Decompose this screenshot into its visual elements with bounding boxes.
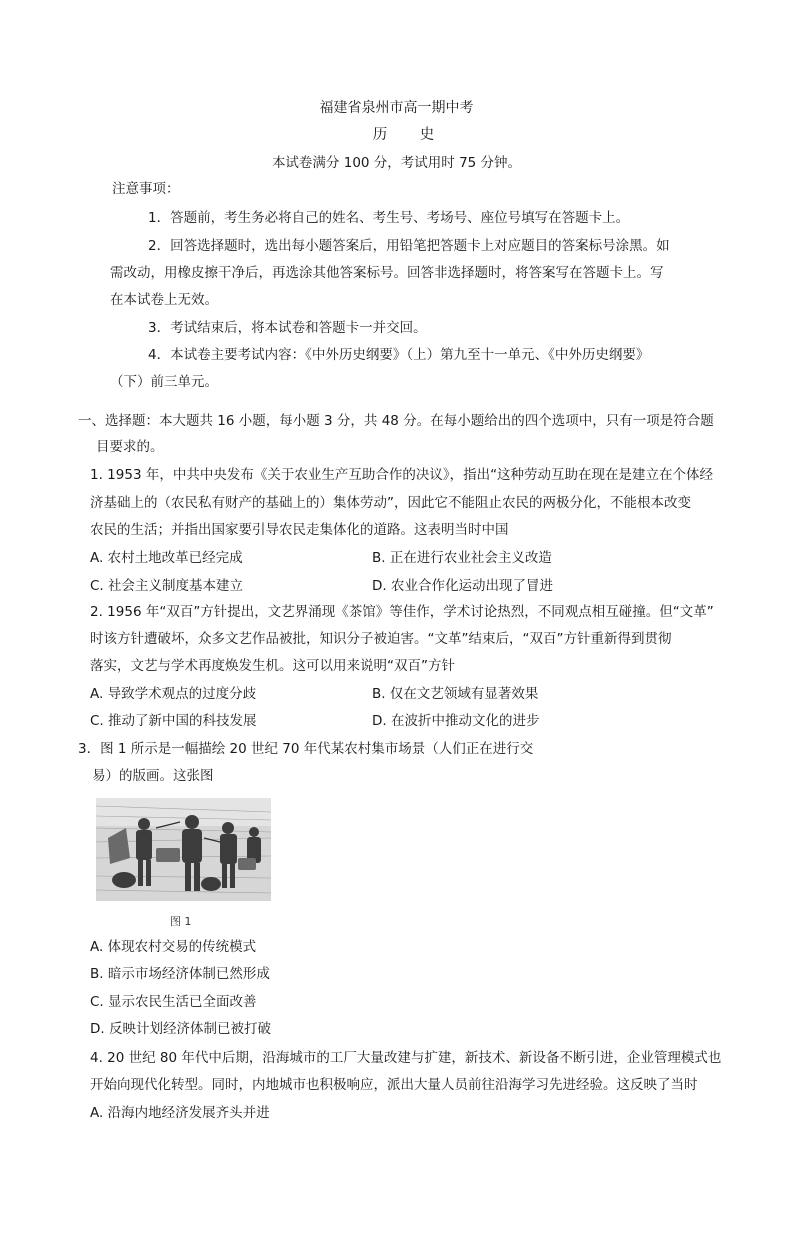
woodcut-market-figure — [96, 798, 271, 901]
question-4-text: 4. 20 世纪 80 年代中后期，沿海城市的工厂大量改建与扩建，新技术、新设备不断引进，企业管理模式也 — [90, 1050, 722, 1066]
question-3-text: 易）的版画。这张图 — [92, 768, 214, 784]
question-3-text: 3．图 1 所示是一幅描绘 20 世纪 70 年代某农村集市场景（人们正在进行交 — [78, 741, 534, 757]
notice-heading: 注意事项： — [112, 181, 180, 197]
question-3-option-c: C. 显示农民生活已全面改善 — [90, 994, 257, 1010]
question-4-option-a: A. 沿海内地经济发展齐头并进 — [90, 1105, 270, 1121]
question-3-option-d: D. 反映计划经济体制已被打破 — [90, 1021, 271, 1037]
question-1-text: 农民的生活；并指出国家要引导农民走集体化的道路。这表明当时中国 — [90, 522, 509, 538]
section-heading-cont: 目要求的。 — [96, 439, 164, 455]
section-heading: 一、选择题：本大题共 16 小题，每小题 3 分，共 48 分。在每小题给出的四个选项中，只有一项是符合题 — [78, 413, 714, 429]
question-2-option-b: B. 仅在文艺领域有显著效果 — [372, 686, 539, 702]
question-1-text: 1. 1953 年，中共中央发布《关于农业生产互助合作的决议》，指出“这种劳动互助在现在是建立在个体经 — [90, 467, 714, 483]
question-2-text: 2. 1956 年“双百”方针提出，文艺界涌现《茶馆》等佳作，学术讨论热烈，不同观点相互碰撞。但“文革” — [90, 604, 714, 620]
question-2-option-d: D. 在波折中推动文化的进步 — [372, 713, 540, 729]
notice-line: （下）前三单元。 — [110, 374, 218, 390]
exam-info: 本试卷满分 100 分，考试用时 75 分钟。 — [271, 155, 522, 171]
question-4-text: 开始向现代化转型。同时，内地城市也积极响应，派出大量人员前往沿海学习先进经验。这反映了当时 — [90, 1077, 698, 1093]
question-2-text: 时该方针遭破坏，众多文艺作品被批，知识分子被迫害。“文革”结束后，“双百”方针重新得到贯彻 — [90, 631, 672, 647]
question-2-text: 落实，文艺与学术再度焕发生机。这可以用来说明“双百”方针 — [90, 658, 455, 674]
question-1-text: 济基础上的（农民私有财产的基础上的）集体劳动”，因此它不能阻止农民的两极分化，不能根本改变 — [90, 495, 691, 511]
notice-line: 2．回答选择题时，选出每小题答案后，用铅笔把答题卡上对应题目的答案标号涂黑。如 — [148, 238, 670, 254]
notice-line: 4．本试卷主要考试内容：《中外历史纲要》（上）第九至十一单元、《中外历史纲要》 — [148, 347, 650, 363]
notice-line: 3．考试结束后，将本试卷和答题卡一并交回。 — [148, 320, 427, 336]
notice-line: 需改动，用橡皮擦干净后，再选涂其他答案标号。回答非选择题时，将答案写在答题卡上。写 — [110, 265, 664, 281]
question-3-option-a: A. 体现农村交易的传统模式 — [90, 939, 257, 955]
question-1-option-a: A. 农村土地改革已经完成 — [90, 550, 243, 566]
question-2-option-c: C. 推动了新中国的科技发展 — [90, 713, 257, 729]
subject-title: 历 史 — [372, 127, 449, 143]
question-1-option-b: B. 正在进行农业社会主义改造 — [372, 550, 552, 566]
exam-title: 福建省泉州市高一期中考 — [319, 100, 474, 116]
notice-line: 1．答题前，考生务必将自己的姓名、考生号、考场号、座位号填写在答题卡上。 — [148, 210, 630, 226]
question-3-option-b: B. 暗示市场经济体制已然形成 — [90, 966, 270, 982]
notice-line: 在本试卷上无效。 — [110, 292, 218, 308]
question-2-option-a: A. 导致学术观点的过度分歧 — [90, 686, 257, 702]
question-1-option-c: C. 社会主义制度基本建立 — [90, 578, 244, 594]
question-1-option-d: D. 农业合作化运动出现了冒进 — [372, 578, 553, 594]
figure-caption: 图 1 — [170, 915, 192, 928]
